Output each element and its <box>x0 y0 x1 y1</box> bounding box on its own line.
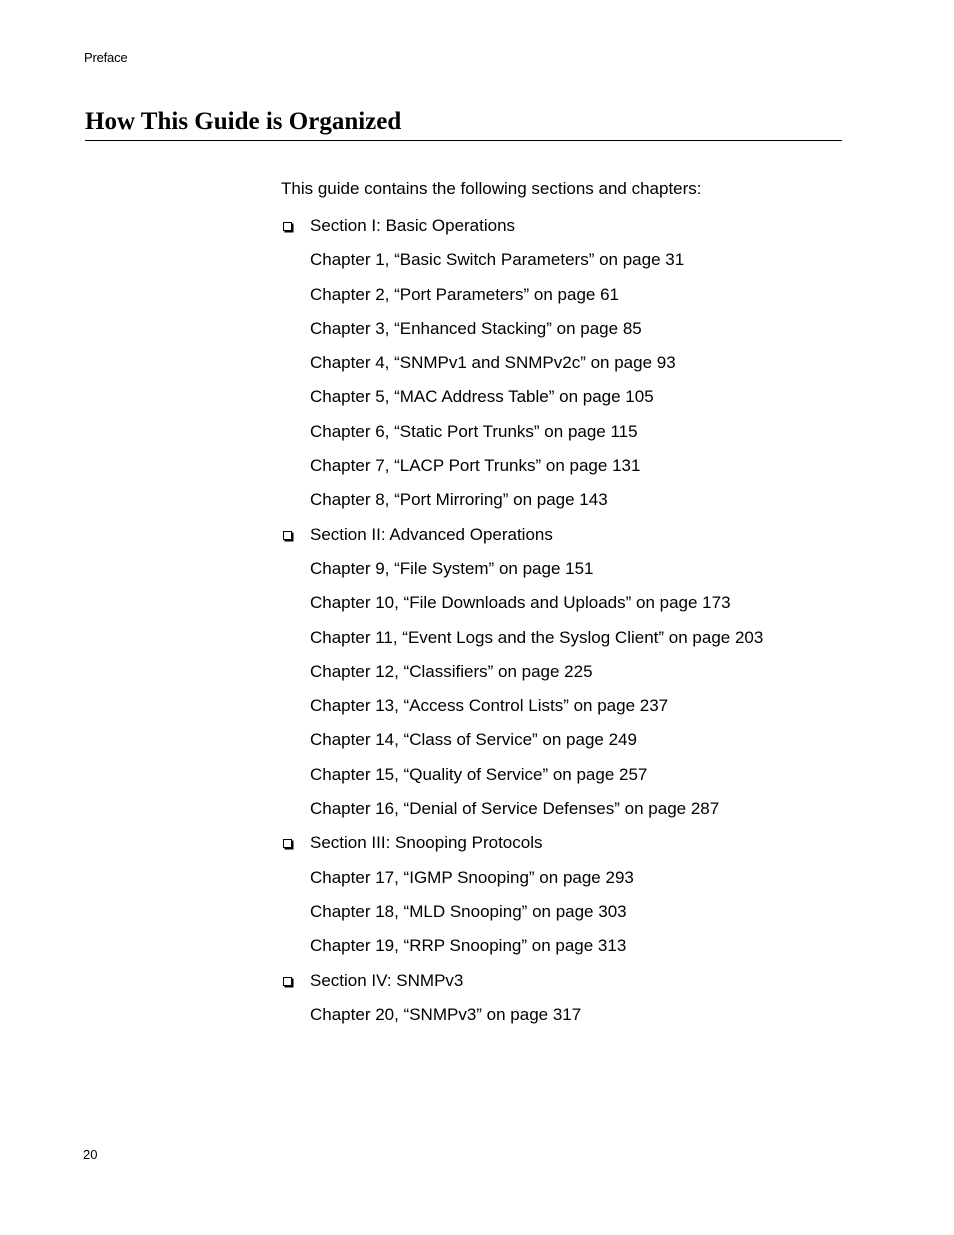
chapter-item <box>281 867 881 901</box>
chapter-label: Chapter 8, “Port Mirroring” on page 143 <box>310 490 608 510</box>
chapter-label: Chapter 3, “Enhanced Stacking” on page 85 <box>310 318 642 338</box>
chapter-label: Chapter 19, “RRP Snooping” on page 313 <box>310 936 627 956</box>
section-item <box>281 215 881 249</box>
chapter-item <box>281 249 881 283</box>
section-item <box>281 524 881 558</box>
chapter-label: Chapter 16, “Denial of Service Defenses” on page 287 <box>310 799 720 819</box>
checkbox-bullet-icon <box>283 222 292 231</box>
chapter-item <box>281 1004 881 1038</box>
chapter-item <box>281 592 881 626</box>
page-title: How This Guide is Organized <box>85 108 402 135</box>
chapter-item <box>281 558 881 592</box>
page-number: 20 <box>83 1147 98 1162</box>
chapter-item <box>281 764 881 798</box>
chapter-label: Chapter 12, “Classifiers” on page 225 <box>310 661 593 681</box>
chapter-label: Chapter 17, “IGMP Snooping” on page 293 <box>310 867 634 887</box>
chapter-label: Chapter 10, “File Downloads and Uploads” on page 173 <box>310 593 731 613</box>
checkbox-bullet-icon <box>283 531 292 540</box>
section-label: Section I: Basic Operations <box>310 216 516 235</box>
chapter-label: Chapter 18, “MLD Snooping” on page 303 <box>310 901 627 921</box>
chapter-label: Chapter 7, “LACP Port Trunks” on page 131 <box>310 456 641 476</box>
chapter-item <box>281 661 881 695</box>
chapter-label: Chapter 5, “MAC Address Table” on page 105 <box>310 387 654 407</box>
chapter-item <box>281 489 881 523</box>
checkbox-bullet-icon <box>283 977 292 986</box>
chapter-label: Chapter 14, “Class of Service” on page 249 <box>310 730 637 750</box>
chapter-item <box>281 284 881 318</box>
chapter-item <box>281 729 881 763</box>
section-label: Section IV: SNMPv3 <box>310 970 464 990</box>
chapter-item <box>281 421 881 455</box>
chapter-label: Chapter 20, “SNMPv3” on page 317 <box>310 1004 582 1024</box>
section-item <box>281 832 881 866</box>
section-label: Section III: Snooping Protocols <box>310 833 543 853</box>
intro-paragraph: This guide contains the following sections and chapters: <box>281 179 702 198</box>
section-label: Section II: Advanced Operations <box>310 524 553 544</box>
chapter-label: Chapter 6, “Static Port Trunks” on page 115 <box>310 421 638 441</box>
chapter-item <box>281 455 881 489</box>
chapter-label: Chapter 9, “File System” on page 151 <box>310 558 594 578</box>
chapter-label: Chapter 2, “Port Parameters” on page 61 <box>310 284 619 304</box>
section-item <box>281 970 881 1004</box>
chapter-item <box>281 386 881 420</box>
chapter-item <box>281 695 881 729</box>
chapter-label: Chapter 11, “Event Logs and the Syslog Client” on page 203 <box>310 627 764 647</box>
toc-list <box>281 215 881 1038</box>
chapter-label: Chapter 13, “Access Control Lists” on page 237 <box>310 696 669 716</box>
checkbox-bullet-icon <box>283 839 292 848</box>
heading-rule <box>85 140 842 141</box>
chapter-item <box>281 901 881 935</box>
chapter-item <box>281 352 881 386</box>
chapter-item <box>281 935 881 969</box>
chapter-label: Chapter 15, “Quality of Service” on page 257 <box>310 764 648 784</box>
chapter-item <box>281 627 881 661</box>
chapter-item <box>281 798 881 832</box>
chapter-item <box>281 318 881 352</box>
running-head: Preface <box>84 50 128 65</box>
chapter-label: Chapter 1, “Basic Switch Parameters” on page 31 <box>310 250 685 270</box>
chapter-label: Chapter 4, “SNMPv1 and SNMPv2c” on page 93 <box>310 353 676 373</box>
